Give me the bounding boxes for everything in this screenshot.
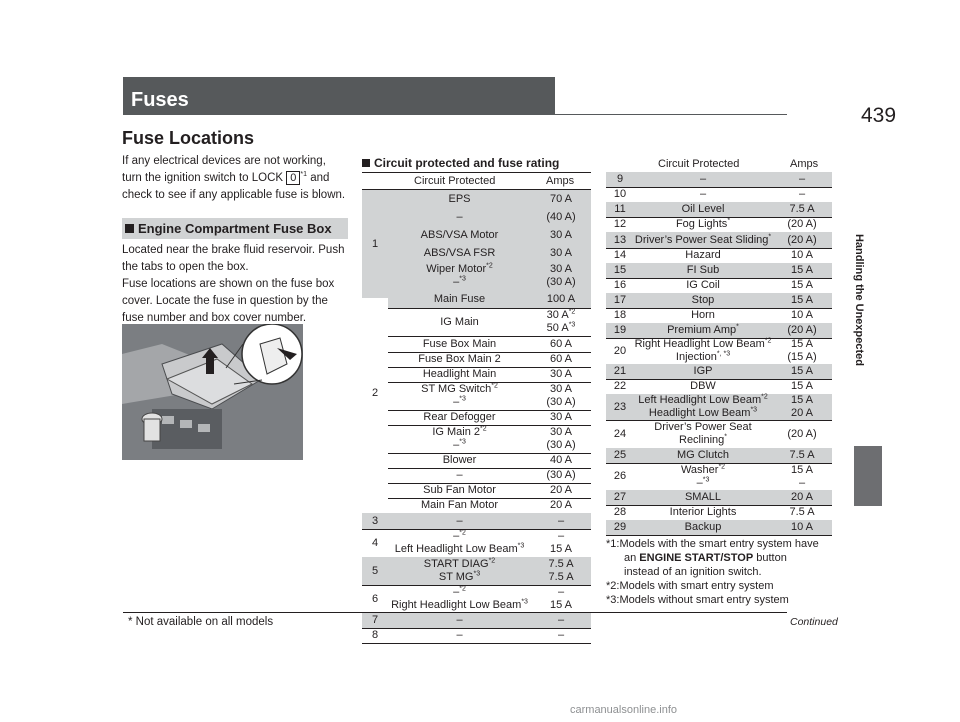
fuse-rating: – (557, 614, 565, 626)
circuit-name: Wiper Motor$^{*2}$ –$^{*3}$ (426, 262, 493, 288)
fuse-rating: 7.5 A (789, 203, 815, 215)
fuse-rating: 15 A (790, 264, 814, 276)
table-row (388, 308, 591, 337)
circuit-name: – (699, 173, 707, 185)
fuse-number: 29 (613, 521, 627, 533)
note: instead of an ignition switch. (624, 566, 762, 578)
table-row (606, 420, 832, 449)
section-banner-title: Fuses (131, 89, 189, 111)
footnote: * Not available on all models (128, 616, 274, 628)
circuit-name: – (456, 469, 463, 481)
fuse-number: 19 (613, 324, 627, 336)
circuit-name: FI Sub (686, 264, 720, 276)
table-row (388, 208, 591, 227)
circuit-name: START DIAG$^{*2}$ ST MG$^{*3}$ (423, 557, 496, 583)
fuse-rating: 15 A (790, 279, 814, 291)
fuse-rating: (20 A) (787, 324, 817, 336)
circuit-name: DBW (690, 380, 716, 392)
page-number: 439 (861, 104, 897, 127)
bullet-square-icon (362, 159, 370, 167)
table-row (362, 529, 591, 558)
note: *1:Models with the smart entry system have (606, 538, 819, 550)
circuit-name: Hazard (685, 249, 721, 261)
intro-text (122, 153, 345, 204)
page-title: Fuse Locations (122, 128, 255, 148)
fuse-rating: (20 A) (787, 233, 817, 246)
circuit-name: Horn (691, 309, 715, 321)
table-row (388, 290, 591, 309)
fuse-rating: 40 A (549, 454, 573, 466)
table-row (362, 628, 591, 644)
circuit-name: Fuse Box Main 2 (418, 353, 501, 365)
fuse-number: 26 (613, 470, 627, 482)
table-row (388, 226, 591, 245)
table-row (388, 336, 591, 353)
table-row (388, 262, 591, 291)
circuit-name: – (456, 614, 463, 626)
circuit-name: MG Clutch (677, 449, 729, 461)
fuse-rating: 15 A (790, 380, 814, 392)
fuse-rating: 20 A (549, 499, 573, 511)
fuse-number: 23 (613, 400, 627, 413)
fuse-number: 3 (371, 514, 379, 527)
fuse-rating: 15 A 20 A (790, 394, 814, 419)
table-row (388, 453, 591, 469)
lock-key-icon: 0 (286, 171, 300, 185)
fuse-rating: 30 A (549, 411, 573, 423)
header-circuit: Circuit Protected (658, 158, 740, 170)
footer-rule (123, 612, 787, 613)
circuit-name: IGP (693, 365, 713, 377)
table-row (388, 382, 591, 411)
table-row (606, 263, 832, 279)
fuse-rating: – (798, 173, 806, 185)
engine-box-text: Located near the brake fluid reservoir. Push the tabs to open the box. Fuse locations are shown on the fuse box cover. Locate the fuse in question by the fuse number and box cover number. (122, 244, 345, 324)
fuse-rating: 10 A (790, 521, 814, 533)
circuit-name: EPS (448, 192, 471, 205)
intro-line: check to see if any applicable fuse is blown. (122, 189, 346, 201)
fuse-rating: 100 A (546, 292, 576, 305)
circuit-name: SMALL (684, 491, 722, 503)
table-row (606, 323, 832, 339)
table-row (606, 338, 832, 365)
fuse-rating: 10 A (790, 249, 814, 261)
footnotes (606, 537, 846, 607)
fuse-rating: 15 A – (790, 463, 814, 489)
circuit-name: Fuse Box Main (422, 337, 497, 350)
fuse-number: 7 (371, 614, 379, 626)
circuit-name: Stop (691, 294, 715, 306)
fuse-rating: 7.5 A (789, 506, 815, 518)
fuse-number: 11 (614, 203, 626, 215)
table-row (362, 557, 591, 586)
fuse-number: 22 (613, 380, 627, 392)
fuse-rating: – (798, 188, 806, 200)
table-title: Circuit protected and fuse rating (362, 156, 559, 170)
circuit-name: Main Fuse (433, 292, 486, 305)
group-number: 2 (371, 387, 379, 399)
fuse-number: 14 (613, 249, 627, 261)
circuit-name: – (456, 514, 463, 527)
fuse-number: 13 (613, 233, 627, 246)
table-row (362, 613, 591, 629)
fuse-rating: 30 A (30 A) (546, 263, 576, 288)
fuse-rating: 70 A (549, 192, 573, 205)
circuit-name: Oil Level (681, 203, 725, 215)
fuse-table-2 (606, 156, 832, 533)
table-header (606, 156, 832, 173)
table-row (606, 232, 832, 249)
circuit-name: Driver’s Power Seat Reclining* (654, 421, 752, 446)
side-label: Handling the Unexpected (853, 233, 865, 367)
fuse-rating: 20 A (549, 484, 573, 496)
fuse-rating: 30 $A^{*2}$ 50 $A^{*3}$ (546, 308, 576, 334)
table-row (388, 367, 591, 383)
fuse-rating: – (557, 514, 565, 527)
fuse-rating: 30 A (549, 246, 573, 259)
fuse-rating: 20 A (790, 491, 814, 503)
intro-line: turn the ignition switch to LOCK 0 $^{*1}$ and (122, 171, 330, 184)
fuse-number: 17 (613, 294, 627, 306)
chapter-tab (854, 446, 882, 506)
intro-line: If any electrical devices are not working, (122, 155, 326, 167)
circuit-name: IG Main 2$^{*2}$ –$^{*3}$ (432, 425, 487, 451)
fuse-rating: 15 A (790, 294, 814, 306)
circuit-name: IG Coil (686, 279, 720, 291)
fuse-rating: 30 A (30 A) (546, 383, 576, 408)
fuse-rating: 7.5 A 7.5 A (548, 558, 574, 583)
engine-compartment-photo (122, 324, 303, 460)
fuse-rating: 10 A (790, 309, 814, 321)
circuit-name: Blower (442, 454, 477, 466)
fuse-rating: 30 A (549, 228, 573, 241)
circuit-name: Premium Amp* (667, 323, 739, 336)
table-row (606, 448, 832, 464)
table-row (388, 244, 591, 263)
table-row (606, 490, 832, 506)
banner-rule (123, 114, 787, 115)
header-circuit: Circuit Protected (414, 175, 496, 187)
table-row (606, 172, 832, 188)
fuse-rating: (20 A) (787, 218, 817, 230)
fuse-number: 20 (613, 344, 627, 357)
header-amps: Amps (546, 175, 575, 187)
note: *2:Models with smart entry system (606, 580, 774, 592)
circuit-name: ABS/VSA FSR (423, 246, 496, 259)
fuse-number: 6 (371, 592, 379, 605)
table-row (388, 498, 591, 514)
table-row (606, 308, 832, 324)
watermark: carmanualsonline.info (570, 704, 678, 716)
table-row (606, 505, 832, 521)
circuit-name: Fog Lights* (675, 217, 731, 230)
fuse-number: 5 (371, 564, 379, 577)
fuse-number: 10 (613, 188, 627, 200)
circuit-name: –$^{*2}$ Right Headlight Low Beam$^{*3}$ (391, 585, 528, 611)
fuse-number: 28 (613, 506, 627, 518)
circuit-name: Backup (684, 521, 722, 533)
table-row (362, 585, 591, 614)
table-row (606, 293, 832, 309)
table-row (606, 217, 832, 233)
circuit-name: Interior Lights (669, 506, 737, 518)
fuse-number: 8 (371, 629, 379, 641)
table-row (606, 187, 832, 203)
table-row (388, 468, 591, 484)
table-row (388, 352, 591, 368)
fuse-rating: (30 A) (546, 469, 576, 481)
continued-label: Continued (790, 616, 838, 628)
note: *3:Models without smart entry system (606, 594, 789, 606)
fuse-number: 27 (613, 491, 627, 503)
table-row (606, 463, 832, 491)
circuit-name: ABS/VSA Motor (420, 228, 499, 241)
circuit-name: Sub Fan Motor (423, 484, 496, 496)
fuse-rating: 60 A (549, 337, 573, 350)
fuse-number: 16 (613, 279, 627, 291)
circuit-name: – (456, 629, 463, 641)
circuit-name: Left Headlight Low Beam$^{*2}$ Headlight Low Beam$^{*3}$ (638, 393, 768, 419)
fuse-rating: 15 A (15 A) (787, 338, 817, 363)
fuse-rating: 60 A (549, 353, 573, 365)
table-row (606, 202, 832, 218)
fuse-rating: 30 A (30 A) (546, 426, 576, 451)
circuit-name: IG Main (440, 315, 479, 328)
table-row (606, 364, 832, 380)
fuse-rating: 15 A (790, 365, 814, 377)
table-row (606, 520, 832, 536)
circuit-name: ST MG Switch$^{*2}$ –$^{*3}$ (421, 382, 498, 408)
fuse-rating: (40 A) (546, 210, 576, 223)
circuit-name: Driver’s Power Seat Sliding* (634, 232, 772, 246)
circuit-name: – (456, 210, 463, 223)
circuit-name: Rear Defogger (423, 411, 496, 423)
note: an ENGINE START/STOP button (624, 552, 787, 564)
circuit-name: Washer$^{*2}$ –$^{*3}$ (680, 462, 726, 489)
fuse-number: 21 (613, 365, 627, 377)
circuit-name: –$^{*2}$ Left Headlight Low Beam$^{*3}$ (394, 529, 525, 555)
fuse-number: 18 (613, 309, 627, 321)
table-row (388, 425, 591, 454)
circuit-name: Right Headlight Low Beam$^{*2}$ Injection$^{*, *3}$ (634, 337, 772, 363)
fuse-number: 9 (616, 173, 624, 185)
fuse-rating: (20 A) (787, 427, 817, 440)
table-row (362, 513, 591, 530)
group-number: 1 (362, 190, 388, 298)
fuse-number: 4 (371, 536, 379, 549)
engine-box-heading: Engine Compartment Fuse Box (122, 218, 348, 239)
fuse-number: 15 (613, 264, 627, 276)
circuit-name: Main Fan Motor (420, 499, 499, 511)
fuse-number: 12 (613, 218, 627, 230)
table-row (606, 248, 832, 264)
circuit-name: Headlight Main (422, 368, 497, 380)
table-row (388, 483, 591, 499)
fuse-number: 25 (613, 449, 627, 461)
circuit-name: – (699, 188, 707, 200)
fuse-table-1 (362, 172, 591, 641)
table-row (388, 190, 591, 209)
fuse-number: 24 (613, 427, 627, 440)
table-row (606, 278, 832, 294)
fuse-rating: 30 A (549, 368, 573, 380)
header-amps: Amps (790, 158, 819, 170)
table-row (606, 379, 832, 395)
table-row (388, 410, 591, 426)
fuse-rating: – 15 A (549, 586, 573, 611)
fuse-rating: – (557, 629, 565, 641)
fuse-rating: 7.5 A (789, 449, 815, 461)
table-header (362, 172, 591, 190)
table-row (606, 394, 832, 421)
bullet-square-icon (125, 224, 134, 233)
fuse-rating: – 15 A (549, 530, 573, 555)
